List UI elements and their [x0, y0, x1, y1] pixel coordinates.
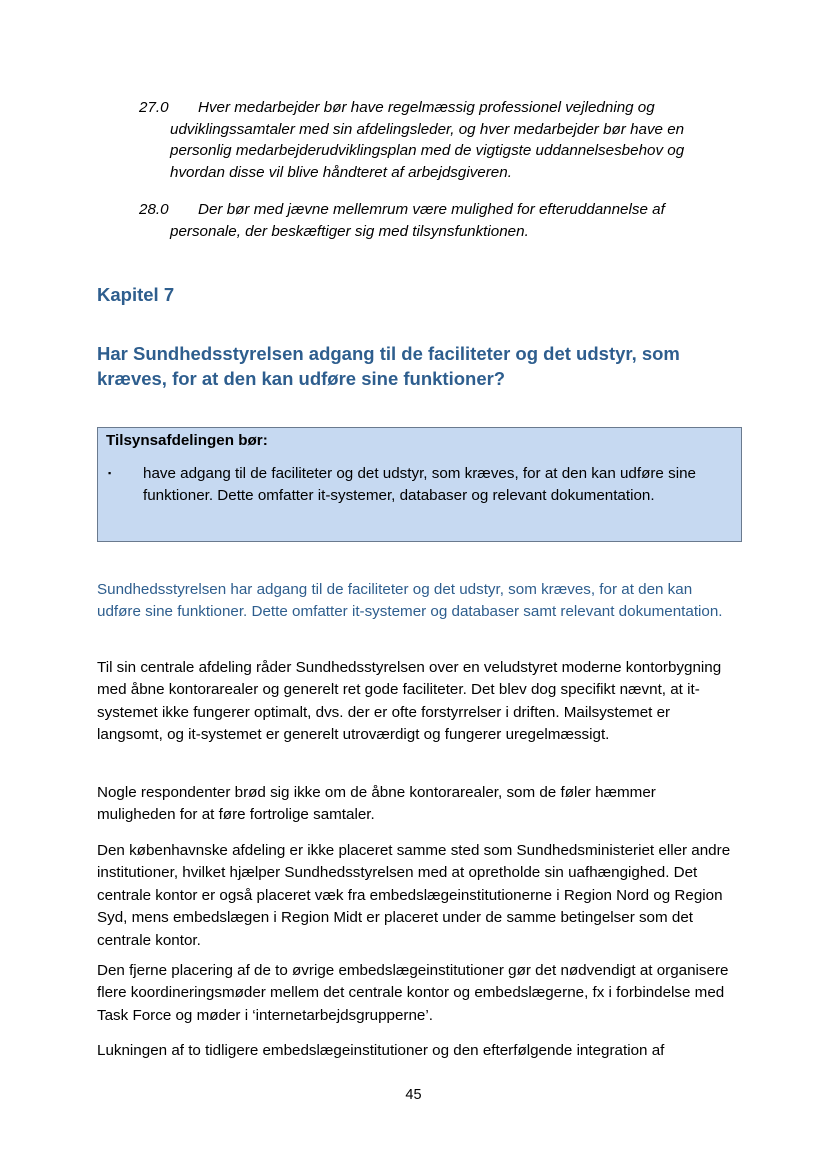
body-paragraph: Lukningen af to tidligere embedslægeinstitutioner og den efterfølgende integration af	[97, 1042, 665, 1059]
numbered-item-27	[139, 97, 739, 183]
body-paragraph: Til sin centrale afdeling råder Sundhedsstyrelsen over en veludstyret moderne kontorbygning med åbne kontorarealer og generelt ret gode faciliteter. Det blev dog specifikt nævnt, at it-systemet ikke fungerer optimalt, dvs. der er ofte forstyrrelser i driften. Mailsystemet er langsomt, og it-systemet er generelt utroværdigt og fungerer uregelmæssigt.	[97, 659, 722, 744]
chapter-question: Har Sundhedsstyrelsen adgang til de faciliteter og det udstyr, som kræves, for at den kan udføre sine funktioner?	[97, 343, 680, 389]
box-bullet-text: have adgang til de faciliteter og det udstyr, som kræves, for at den kan udføre sine funktioner. Dette omfatter it-systemer, databaser og relevant dokumentation.	[143, 465, 696, 504]
body-paragraph: Den fjerne placering af de to øvrige embedslægeinstitutioner gør det nødvendigt at organisere flere koordineringsmøder mellem det centrale kontor og embedslægerne, fx i forbindelse med Task Force og møder i ‘internetarbejdsgrupperne’.	[97, 962, 729, 1024]
item-text: Der bør med jævne mellemrum være mulighed for efteruddannelse af personale, der beskæftiger sig med tilsynsfunktionen.	[170, 201, 665, 240]
bullet-marker: ▪	[108, 468, 112, 478]
item-text: Hver medarbejder bør have regelmæssig professionel vejledning og udviklingssamtaler med sin afdelingsleder, og hver medarbejder bør have en personlig medarbejderudviklingsplan med de vigtigste uddannelsesbehov og hvordan disse vil blive håndteret af arbejdsgiveren.	[170, 99, 685, 181]
numbered-item-28	[139, 199, 739, 242]
page-number: 45	[405, 1087, 422, 1103]
item-number: 28.0	[139, 201, 169, 218]
requirement-box	[97, 427, 742, 542]
body-paragraph: Nogle respondenter brød sig ikke om de åbne kontorarealer, som de føler hæmmer muligheden for at føre fortrolige samtaler.	[97, 784, 656, 824]
body-paragraph: Den københavnske afdeling er ikke placeret samme sted som Sundhedsministeriet eller andre institutioner, hvilket hjælper Sundhedsstyrelsen med at opretholde sin uafhængighed. Det centrale kontor er også placeret væk fra embedslægeinstitutionerne i Region Nord og Region Syd, mens embedslægen i Region Midt er placeret under de samme betingelser som det centrale kontor.	[97, 842, 731, 949]
answer-paragraph: Sundhedsstyrelsen har adgang til de faciliteter og det udstyr, som kræves, for at den kan udføre sine funktioner. Dette omfatter it-systemer og databaser samt relevant dokumentation.	[97, 581, 723, 621]
item-number: 27.0	[139, 99, 169, 116]
chapter-label: Kapitel 7	[97, 284, 175, 305]
box-title: Tilsynsafdelingen bør:	[106, 432, 268, 449]
